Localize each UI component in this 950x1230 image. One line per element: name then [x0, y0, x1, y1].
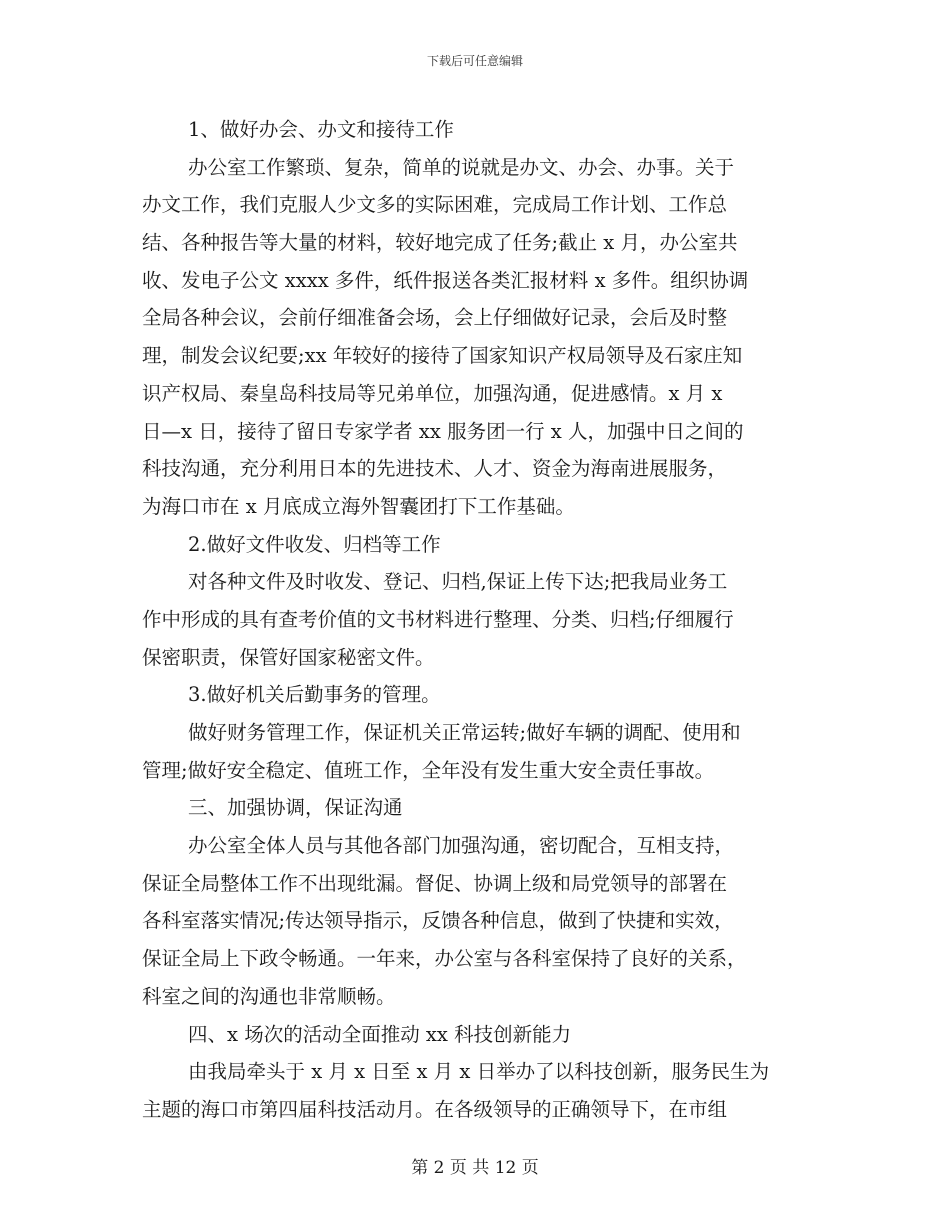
paragraph-line: 日—x 日，接待了留日专家学者 xx 服务团一行 x 人，加强中日之间的	[142, 419, 744, 443]
paragraph-line: 科技沟通，充分利用日本的先进技术、人才、资金为海南进展服务，	[142, 457, 728, 481]
paragraph-line: 由我局牵头于 x 月 x 日至 x 月 x 日举办了以科技创新，服务民生为	[188, 1060, 770, 1084]
page-number-footer: 第 2 页 共 12 页	[411, 1158, 539, 1178]
paragraph-line: 主题的海口市第四届科技活动月。在各级领导的正确领导下，在市组	[142, 1097, 728, 1121]
paragraph-line: 办公室全体人员与其他各部门加强沟通，密切配合，互相支持，	[188, 834, 735, 858]
section-heading-four: 四、x 场次的活动全面推动 xx 科技创新能力	[188, 1022, 572, 1046]
paragraph-line: 保密职责，保管好国家秘密文件。	[142, 645, 435, 669]
paragraph-line: 保证全局整体工作不出现纰漏。督促、协调上级和局党领导的部署在	[142, 871, 728, 895]
section-heading-1: 1、做好办会、办文和接待工作	[188, 118, 454, 141]
paragraph-line: 科室之间的沟通也非常顺畅。	[142, 984, 396, 1008]
paragraph-line: 结、各种报告等大量的材料，较好地完成了任务;截止 x 月，办公室共	[142, 231, 738, 255]
paragraph-line: 做好财务管理工作，保证机关正常运转;做好车辆的调配、使用和	[188, 721, 741, 744]
paragraph-line: 保证全局上下政令畅通。一年来，办公室与各科室保持了良好的关系，	[142, 947, 747, 971]
paragraph-line: 各科室落实情况;传达领导指示，反馈各种信息，做到了快捷和实效，	[142, 909, 734, 933]
paragraph-line: 作中形成的具有查考价值的文书材料进行整理、分类、归档;仔细履行	[142, 607, 734, 631]
paragraph-line: 管理;做好安全稳定、值班工作，全年没有发生重大安全责任事故。	[142, 758, 715, 782]
paragraph-line: 办文工作，我们克服人少文多的实际困难，完成局工作计划、工作总	[142, 193, 728, 217]
paragraph-line: 理，制发会议纪要;xx 年较好的接待了国家知识产权局领导及石家庄知	[142, 344, 743, 368]
paragraph-line: 为海口市在 x 月底成立海外智囊团打下工作基础。	[142, 494, 575, 518]
paragraph-line: 全局各种会议，会前仔细准备会场，会上仔细做好记录，会后及时整	[142, 306, 728, 330]
section-heading-three: 三、加强协调，保证沟通	[188, 796, 403, 820]
section-heading-2: 2.做好文件收发、归档等工作	[188, 532, 441, 556]
paragraph-line: 办公室工作繁琐、复杂，简单的说就是办文、办会、办事。关于	[188, 155, 735, 179]
paragraph-line: 收、发电子公文 xxxx 多件，纸件报送各类汇报材料 x 多件。组织协调	[142, 268, 749, 292]
paragraph-line: 对各种文件及时收发、登记、归档,保证上传下达;把我局业务工	[188, 570, 728, 594]
page-header: 下载后可任意编辑	[426, 54, 523, 68]
section-heading-3: 3.做好机关后勤事务的管理。	[188, 683, 441, 707]
paragraph-line: 识产权局、秦皇岛科技局等兄弟单位，加强沟通，促进感情。x 月 x	[142, 381, 723, 405]
document-body	[142, 111, 810, 1129]
